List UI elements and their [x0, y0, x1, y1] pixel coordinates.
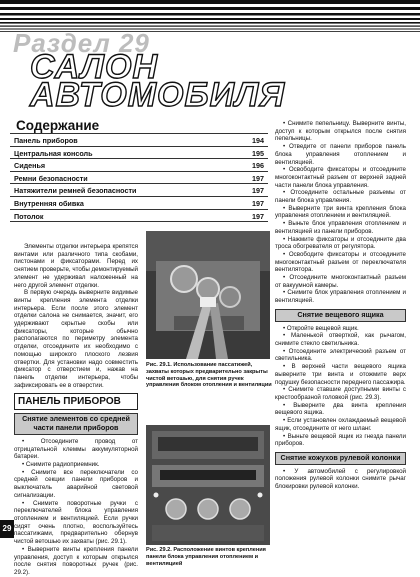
section-heading: ПАНЕЛЬ ПРИБОРОВ [14, 393, 138, 410]
step-item: • Отведите от панели приборов панель блока управления отоплением и вентиляцией. [275, 143, 406, 166]
step-item: • Выверните винты крепления панели управления, доступ к которым открылся после снятия поворотных ручек (рис. 29.2). [14, 545, 138, 576]
toc-item[interactable]: Внутренняя обивка 197 [10, 197, 268, 210]
toc-item[interactable]: Сиденья 196 [10, 159, 268, 172]
right-column [275, 120, 406, 491]
step-item: • Снимите пепельницу. Выверните винты, доступ к которым открылся после снятия пепельницы. [275, 120, 406, 143]
step-item: • Снимите блок управления отоплением и вентиляцией. [275, 289, 406, 305]
figure-29-2-caption: Рис. 29.2. Расположение винтов крепления панели блока управления отоплением и вентиляцией [146, 547, 266, 567]
step-item: • Отсоедините провод от отрицательной клеммы аккумуляторной батареи. [14, 437, 138, 461]
heater-panel-illustration [146, 425, 270, 545]
toc-item[interactable]: Центральная консоль 195 [10, 147, 268, 160]
step-item: • Нажмите фиксаторы и отсоедините два троса обогревателя от регулятора. [275, 235, 406, 251]
step-item: • Освободите фиксаторы и отсоедините многоконтактный разъем от переключателя вентилятора. [275, 250, 406, 274]
figure-29-1-photo [146, 231, 270, 359]
step-item: • Маленькой отверткой, как рычагом, снимите стекло светильника. [275, 332, 406, 348]
step-item: • В верхней части вещевого ящика выверните три винта и отожмите верх подушку безопасности переднего пассажира. [275, 363, 406, 386]
pliers-photo-illustration [146, 231, 270, 359]
step-item: • Освободите фиксаторы и отсоедините многоконтактный разъем от верхней задней части панели блока управления. [275, 166, 406, 189]
step-item: • Отсоедините многоконтактный разъем от вакуумной камеры. [275, 274, 406, 289]
glovebox-section-box: Снятие вещевого ящика [275, 309, 406, 322]
page-number: 29 [0, 520, 14, 538]
step-item: • Выверните три винта крепления блока управления отоплением и вентиляцией. [275, 204, 406, 220]
step-item: • Выверните два винта крепления вещевого ящика. [275, 401, 406, 417]
subsection-box: Снятие элементов со средней части панели приборов [14, 413, 138, 435]
step-item: • Отсоедините электрический разъем от светильника. [275, 347, 406, 363]
step-item: • Снимите ставшие доступными винты с крестообразной головкой (рис. 29.3). [275, 386, 406, 401]
left-column [14, 243, 138, 577]
step-item: • У автомобилей с регулировкой положения рулевой колонки снимите рычаг блокировки рулевой колонки. [275, 467, 406, 491]
chapter-title-line1: САЛОН [30, 48, 159, 86]
step-item: • Отсоедините остальные разъемы от панели блока управления. [275, 189, 406, 205]
step-item: • Снимите радиоприемник. [22, 461, 100, 469]
step-item: • Если установлен охлаждаемый вещевой ящик, отсоедините от него шланг. [275, 417, 406, 432]
toc-item[interactable]: Натяжители ремней безопасности 197 [10, 184, 268, 197]
step-item: • Снимите поворотные ручки с переключателей блока управления отоплением и вентиляцией. Если ручки сидят очень плотно, воспользуйтесь пассатижами, предварительно обернув чистой ветошью их захваты (рис. 29.1). [14, 499, 138, 546]
figure-29-1-caption: Рис. 29.1. Использование пассатижей, захваты которых предварительно закрыты чистой ветошью, для снятия ручек управления блоком отопления и вентиляции [146, 362, 272, 389]
intro-paragraph-1: Элементы отделки интерьера крепятся винтами или различного типа скобами, пистонами и фиксаторами. Перед их снятием проверьте, чтобы демонтируемый элемент не удерживал наложенный на него другой элемент отделки. [14, 243, 138, 289]
chapter-title-line2: АВТОМОБИЛЯ [30, 76, 286, 114]
toc-item[interactable]: Ремни безопасности 197 [10, 172, 268, 185]
step-item: • Снимите все переключатели со средней секции панели приборов и выключатель аварийной световой сигнализации. [14, 468, 138, 499]
contents-title: Содержание [16, 118, 100, 133]
chapter-header [0, 0, 420, 114]
toc-item[interactable]: Панель приборов 194 [10, 133, 268, 147]
section-number: Раздел 29 [13, 28, 150, 58]
toc-item[interactable]: Потолок 197 [10, 210, 268, 223]
step-item: • Выньте блок управления отоплением и вентиляцией из панели приборов. [275, 220, 406, 235]
steering-column-section-box: Снятие кожухов рулевой колонки [275, 452, 406, 465]
step-item: • Выньте вещевой ящик из гнезда панели приборов. [275, 432, 406, 448]
intro-paragraph-2: В первую очередь выверните видимые винты крепления элемента отделки интерьера. Если после этого элемент отделки салона не снимается, значит, его удерживают скрытые скобы или фиксаторы, которые обычно располагаются по периметру элемента отделки, отсоедините их необходимо с помощью широкого плоского лезвия отвертки. Для установки надо совместить фиксатор с отверстием и, нажав на панель отделки интерьера, чтобы зафиксировать ее в отверстии. [14, 289, 138, 389]
step-item: • Откройте вещевой ящик. [283, 324, 359, 332]
table-of-contents [10, 133, 268, 222]
figure-29-2-photo [146, 425, 270, 545]
